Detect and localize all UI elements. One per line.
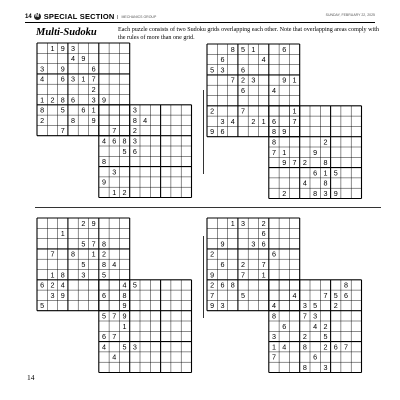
given-digit: 9 <box>91 115 96 125</box>
given-digit: 9 <box>122 311 127 321</box>
given-digit: 9 <box>282 158 287 168</box>
given-digit: 5 <box>313 301 318 311</box>
given-digit: 8 <box>101 157 106 167</box>
given-digit: 7 <box>292 116 297 126</box>
given-digit: 8 <box>60 270 65 280</box>
given-digit: 3 <box>323 188 328 198</box>
given-digit: 8 <box>101 239 106 249</box>
given-digit: 3 <box>323 362 328 372</box>
given-digit: 5 <box>323 332 328 342</box>
given-digit: 2 <box>50 95 55 105</box>
given-digit: 4 <box>143 115 148 125</box>
given-digit: 1 <box>282 147 287 157</box>
given-digit: 9 <box>210 301 215 311</box>
given-digit: 7 <box>91 239 96 249</box>
given-digit: 8 <box>313 188 318 198</box>
given-digit: 3 <box>50 290 55 300</box>
given-digit: 4 <box>71 54 76 64</box>
given-digit: 5 <box>101 270 106 280</box>
given-digit: 4 <box>40 74 45 84</box>
given-digit: 2 <box>122 187 127 197</box>
given-digit: 1 <box>230 218 235 228</box>
given-digit: 2 <box>81 218 86 228</box>
given-digit: 9 <box>60 290 65 300</box>
given-digit: 7 <box>302 311 307 321</box>
given-digit: 4 <box>112 352 117 362</box>
given-digit: 2 <box>251 116 256 126</box>
given-digit: 1 <box>91 105 96 115</box>
given-digit: 6 <box>282 44 287 54</box>
given-digit: 4 <box>271 85 276 95</box>
given-digit: 2 <box>91 84 96 94</box>
given-digit: 9 <box>313 147 318 157</box>
given-digit: 8 <box>60 95 65 105</box>
given-digit: 3 <box>132 342 137 352</box>
given-digit: 3 <box>112 167 117 177</box>
publication-name: MECHANICS GROUP <box>117 15 156 19</box>
given-digit: 8 <box>344 280 349 290</box>
given-digit: 3 <box>81 270 86 280</box>
given-digit: 6 <box>60 74 65 84</box>
given-digit: 9 <box>101 177 106 187</box>
multi-sudoku-top-left <box>37 43 195 207</box>
given-digit: 9 <box>210 270 215 280</box>
given-digit: 7 <box>344 342 349 352</box>
given-digit: 7 <box>50 249 55 259</box>
given-digit: 8 <box>122 290 127 300</box>
given-digit: 3 <box>132 105 137 115</box>
given-digit: 6 <box>282 321 287 331</box>
given-digit: 9 <box>220 239 225 249</box>
given-digit: 1 <box>292 106 297 116</box>
given-digit: 2 <box>241 75 246 85</box>
given-digit: 7 <box>210 290 215 300</box>
given-digit: 2 <box>101 249 106 259</box>
given-digit: 3 <box>241 218 246 228</box>
given-digit: 7 <box>271 147 276 157</box>
given-digit: 9 <box>333 188 338 198</box>
given-digit: 6 <box>271 249 276 259</box>
given-digit: 3 <box>132 136 137 146</box>
header-rule <box>25 22 375 23</box>
given-digit: 8 <box>302 342 307 352</box>
given-digit: 1 <box>40 95 45 105</box>
given-digit: 3 <box>251 239 256 249</box>
given-digit: 7 <box>112 311 117 321</box>
given-digit: 2 <box>302 332 307 342</box>
given-digit: 9 <box>60 43 65 53</box>
given-digit: 7 <box>112 332 117 342</box>
given-digit: 5 <box>40 301 45 311</box>
given-digit: 6 <box>112 136 117 146</box>
given-digit: 9 <box>91 218 96 228</box>
given-digit: 6 <box>40 280 45 290</box>
given-digit: 5 <box>60 105 65 115</box>
given-digit: 6 <box>132 146 137 156</box>
given-digit: 1 <box>292 75 297 85</box>
given-digit: 7 <box>241 270 246 280</box>
given-digit: 5 <box>241 290 246 300</box>
given-digit: 8 <box>101 259 106 269</box>
section-title: SPECIAL SECTION <box>43 12 115 21</box>
multi-sudoku-bottom-left <box>37 218 195 382</box>
given-digit: 2 <box>323 321 328 331</box>
given-digit: 4 <box>112 259 117 269</box>
given-digit: 8 <box>71 115 76 125</box>
given-digit: 2 <box>210 249 215 259</box>
given-digit: 4 <box>292 290 297 300</box>
given-digit: 3 <box>251 75 256 85</box>
given-digit: 4 <box>60 280 65 290</box>
given-digit: 6 <box>101 332 106 342</box>
given-digit: 5 <box>210 65 215 75</box>
given-digit: 9 <box>122 301 127 311</box>
given-digit: 9 <box>282 75 287 85</box>
page-header <box>25 12 375 21</box>
given-digit: 1 <box>112 187 117 197</box>
given-digit: 1 <box>60 229 65 239</box>
given-digit: 1 <box>261 270 266 280</box>
given-digit: 6 <box>271 116 276 126</box>
given-digit: 8 <box>71 249 76 259</box>
newspaper-logo-icon: M <box>35 13 40 19</box>
given-digit: 3 <box>313 311 318 321</box>
given-digit: 7 <box>241 106 246 116</box>
multi-sudoku-bottom-right <box>207 218 369 382</box>
given-digit: 9 <box>210 127 215 137</box>
given-digit: 1 <box>50 43 55 53</box>
puzzle-title: Multi-Sudoku <box>36 27 97 38</box>
given-digit: 5 <box>132 280 137 290</box>
given-digit: 8 <box>271 137 276 147</box>
given-digit: 2 <box>261 218 266 228</box>
given-digit: 3 <box>71 74 76 84</box>
given-digit: 6 <box>261 229 266 239</box>
vertical-divider-lower <box>203 236 204 318</box>
given-digit: 7 <box>91 74 96 84</box>
given-digit: 6 <box>313 352 318 362</box>
given-digit: 8 <box>122 136 127 146</box>
given-digit: 3 <box>91 95 96 105</box>
given-digit: 6 <box>91 64 96 74</box>
given-digit: 6 <box>81 105 86 115</box>
given-digit: 4 <box>101 136 106 146</box>
given-digit: 6 <box>101 290 106 300</box>
given-digit: 1 <box>271 342 276 352</box>
given-digit: 4 <box>261 55 266 65</box>
given-digit: 4 <box>271 301 276 311</box>
given-digit: 5 <box>241 44 246 54</box>
given-digit: 7 <box>261 259 266 269</box>
page-number: 14 <box>25 13 32 20</box>
given-digit: 2 <box>50 280 55 290</box>
horizontal-divider <box>35 207 381 208</box>
given-digit: 6 <box>220 127 225 137</box>
given-digit: 9 <box>60 64 65 74</box>
given-digit: 8 <box>323 178 328 188</box>
given-digit: 4 <box>313 321 318 331</box>
given-digit: 8 <box>230 280 235 290</box>
given-digit: 6 <box>313 168 318 178</box>
given-digit: 2 <box>40 115 45 125</box>
given-digit: 7 <box>271 352 276 362</box>
given-digit: 4 <box>282 342 287 352</box>
multi-sudoku-top-right <box>207 44 369 208</box>
given-digit: 5 <box>81 259 86 269</box>
given-digit: 4 <box>302 178 307 188</box>
instructions: Each puzzle consists of two Sudoku grids overlapping each other. Note that overlapping areas comply with the rules of more than one grid. <box>118 27 379 41</box>
given-digit: 6 <box>261 239 266 249</box>
given-digit: 4 <box>122 280 127 290</box>
given-digit: 2 <box>210 280 215 290</box>
given-digit: 6 <box>241 65 246 75</box>
given-digit: 8 <box>40 105 45 115</box>
given-digit: 8 <box>271 127 276 137</box>
issue-date: SUNDAY, FEBRUARY 22, 2025 <box>325 13 375 17</box>
given-digit: 2 <box>132 126 137 136</box>
given-digit: 2 <box>323 137 328 147</box>
given-digit: 2 <box>282 188 287 198</box>
given-digit: 1 <box>261 116 266 126</box>
given-digit: 2 <box>210 106 215 116</box>
page-folio: 14 <box>27 373 35 382</box>
given-digit: 3 <box>302 301 307 311</box>
given-digit: 8 <box>230 44 235 54</box>
given-digit: 6 <box>241 85 246 95</box>
given-digit: 9 <box>81 54 86 64</box>
given-digit: 3 <box>271 332 276 342</box>
given-digit: 8 <box>323 158 328 168</box>
given-digit: 1 <box>122 321 127 331</box>
given-digit: 1 <box>251 44 256 54</box>
given-digit: 2 <box>333 301 338 311</box>
given-digit: 5 <box>122 342 127 352</box>
given-digit: 5 <box>101 311 106 321</box>
given-digit: 6 <box>220 55 225 65</box>
given-digit: 6 <box>71 95 76 105</box>
given-digit: 3 <box>40 64 45 74</box>
given-digit: 7 <box>60 126 65 136</box>
given-digit: 7 <box>112 126 117 136</box>
given-digit: 4 <box>101 342 106 352</box>
given-digit: 7 <box>323 290 328 300</box>
given-digit: 2 <box>323 342 328 352</box>
given-digit: 6 <box>220 280 225 290</box>
given-digit: 8 <box>132 115 137 125</box>
given-digit: 6 <box>220 259 225 269</box>
given-digit: 5 <box>333 168 338 178</box>
given-digit: 9 <box>282 127 287 137</box>
given-digit: 3 <box>220 116 225 126</box>
given-digit: 6 <box>344 290 349 300</box>
given-digit: 2 <box>241 259 246 269</box>
given-digit: 3 <box>220 65 225 75</box>
given-digit: 5 <box>122 146 127 156</box>
given-digit: 7 <box>230 75 235 85</box>
given-digit: 1 <box>323 168 328 178</box>
given-digit: 6 <box>333 342 338 352</box>
given-digit: 3 <box>71 43 76 53</box>
vertical-divider <box>203 90 204 174</box>
given-digit: 2 <box>302 158 307 168</box>
given-digit: 4 <box>230 116 235 126</box>
given-digit: 8 <box>271 311 276 321</box>
given-digit: 1 <box>50 270 55 280</box>
given-digit: 5 <box>81 239 86 249</box>
given-digit: 9 <box>101 95 106 105</box>
given-digit: 5 <box>333 290 338 300</box>
given-digit: 1 <box>81 74 86 84</box>
given-digit: 1 <box>91 249 96 259</box>
given-digit: 8 <box>302 362 307 372</box>
given-digit: 7 <box>292 158 297 168</box>
given-digit: 3 <box>220 301 225 311</box>
